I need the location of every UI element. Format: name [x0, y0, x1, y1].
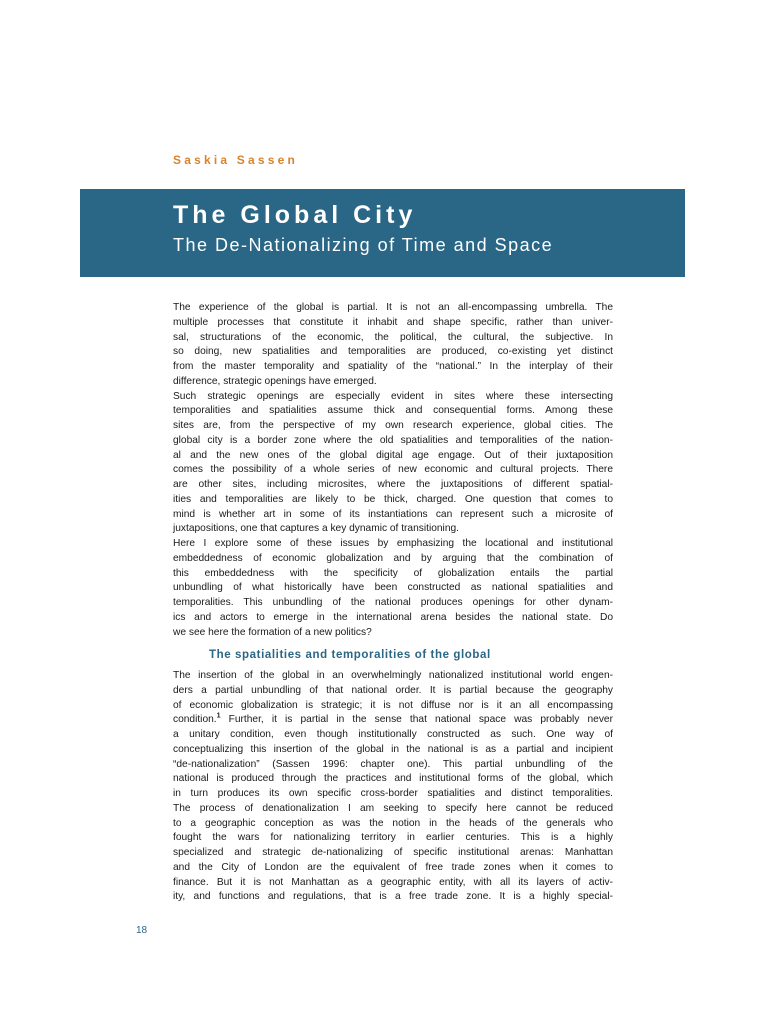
article-subtitle: The De-Nationalizing of Time and Space [173, 235, 554, 255]
text-line: The experience of the global is partial. It is not an all-encompassing umbrella. The [173, 302, 613, 313]
text-line: comes the possibility of a whole series of new economic and cultural projects. There [173, 464, 613, 476]
text-line: al and the new ones of the global digital age engage. Out of their juxtaposition [173, 449, 613, 461]
text-line: global city is a border zone where the old spatialities and temporalities of the nation- [173, 434, 613, 446]
text-line: unbundling of what historically have been constructed as national spatialities and [173, 582, 613, 594]
text-line: The process of denationalization I am seeking to specify here cannot be reduced [173, 802, 613, 814]
text-line: are other sites, including microsites, where the juxtapositions of different spatial- [173, 479, 613, 490]
text-line: in turn produces its own specific cross-border spatialities and distinct temporalities. [173, 788, 613, 799]
text-line: of economic globalization is strategic; it is not diffuse nor is it an all encompassing [173, 699, 613, 711]
text-line: mind is whether art in some of its instantiations can represent such a microsite of [173, 508, 613, 520]
title-banner [80, 189, 685, 277]
text-line: temporalities. This unbundling of the national produces openings for other dynam- [173, 597, 613, 608]
footnote-line-start: condition. [173, 714, 217, 726]
text-line: juxtapositions, one that captures a key dynamic of transitioning. [173, 523, 459, 535]
text-line: ders a partial unbundling of that national order. It is partial because the geography [173, 684, 613, 696]
footnote-marker[interactable]: 1 [216, 712, 221, 720]
paragraph [173, 301, 613, 390]
paragraph [173, 390, 613, 538]
text-line: national is produced through the practices and institutional forms of the global, which [173, 773, 613, 785]
text-line: Such strategic openings are especially evident in sites where these intersecting [173, 390, 613, 402]
text-line: ities and temporalities are likely to be thick, charged. One question that comes to [173, 493, 613, 505]
footnote-line [173, 713, 613, 728]
text-line: ics and actors to emerge in the international arena besides the national state. Do [173, 611, 613, 623]
text-line: to a geographic conception as was the notion in the heads of the generals who [173, 817, 613, 829]
text-line: and the City of London are the equivalent of free trade zones when it comes to [173, 861, 613, 873]
text-line: multiple processes that constitute it inhabit and shape specific, rather than univer- [173, 316, 613, 328]
text-line: “de-nationalization” (Sassen 1996: chapter one). This partial unbundling of the [173, 758, 613, 770]
text-line: fought the wars for nationalizing territory in earlier centuries. This is a highly [173, 832, 613, 844]
intro-paragraphs [173, 301, 613, 640]
text-line: specialized and strategic de-nationalizing of specific institutional arenas: Manhattan [173, 847, 613, 858]
text-line: so doing, new spatialities and temporalities are produced, co-existing yet distinct [173, 346, 613, 358]
text-line: The insertion of the global in an overwhelmingly nationalized institutional world engen- [173, 670, 613, 681]
article-title: The Global City [173, 201, 417, 229]
text-line: this embeddedness with the specificity of globalization entails the partial [173, 567, 613, 579]
footnote-line-end: Further, it is partial in the sense that national space was probably never [220, 714, 613, 726]
text-line: sites are, from the perspective of my own research experience, global cities. The [173, 420, 613, 431]
text-line: difference, strategic openings have emerged. [173, 375, 377, 387]
text-line: conceptualizing this insertion of the global in the national is as a partial and incipient [173, 743, 613, 755]
text-line: from the master temporality and spatiality of the “national.” In the interplay of their [173, 361, 613, 372]
section-paragraph [173, 669, 613, 905]
section-lines-before-note [173, 669, 613, 713]
article-body [173, 301, 613, 905]
section-lines-after-note [173, 728, 613, 905]
text-line: Here I explore some of these issues by emphasizing the locational and institutional [173, 538, 613, 549]
page-number: 18 [136, 925, 148, 936]
section-heading: The spatialities and temporalities of the global [209, 649, 491, 662]
text-line: finance. But it is not Manhattan as a geographic entity, with all its layers of activ- [173, 876, 613, 888]
text-line: we see here the formation of a new politics? [173, 626, 372, 638]
text-line: sal, structurations of the economic, the political, the cultural, the subjective. In [173, 331, 613, 343]
author-name: Saskia Sassen [173, 153, 298, 167]
paragraph [173, 537, 613, 640]
text-line: temporalities and spatialities assume thick and consequential forms. Among these [173, 405, 613, 417]
text-line: embeddedness of economic globalization and by arguing that the combination of [173, 552, 613, 564]
text-line: a unitary condition, even though institutionally constructed as such. One way of [173, 729, 613, 740]
text-line: ity, and functions and regulations, that is a free trade zone. It is a highly special- [173, 891, 613, 903]
